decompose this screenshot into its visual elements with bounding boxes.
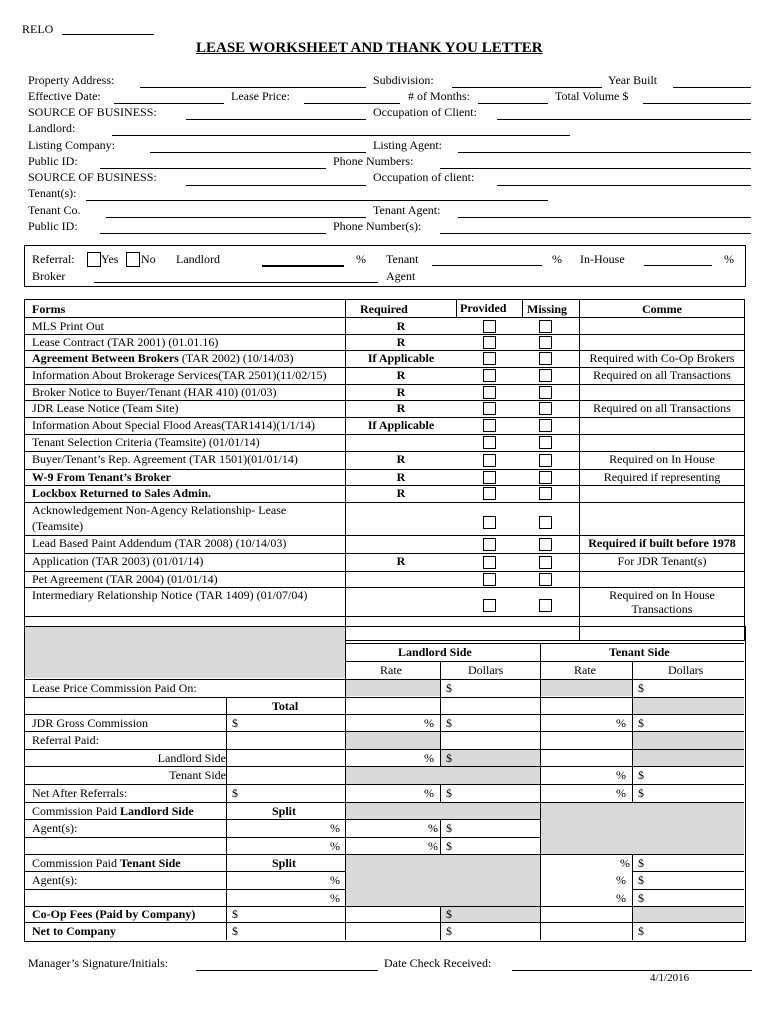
year-built-label: Year Built [608, 73, 658, 87]
year-built-field[interactable] [673, 87, 751, 88]
referral-inhouse-pct: % [724, 252, 734, 266]
missing-checkbox[interactable] [539, 573, 552, 586]
forms-col-divider [456, 299, 457, 317]
missing-checkbox[interactable] [539, 454, 552, 467]
referral-landlord-label: Landlord [176, 252, 220, 266]
landlord-label: Landlord: [28, 121, 76, 135]
jdr-gross-label: JDR Gross Commission [32, 716, 149, 730]
source-business-label-2: SOURCE OF BUSINESS: [28, 170, 157, 184]
tenant-dollar-sign: $ [638, 891, 644, 905]
referral-yes-checkbox[interactable] [87, 252, 101, 267]
referral-no-checkbox[interactable] [126, 252, 140, 267]
public-id-field[interactable] [100, 168, 326, 169]
form-required: If Applicable [367, 418, 435, 432]
referral-no-label: No [141, 252, 156, 266]
tenant-dollar-sign: $ [638, 924, 644, 938]
tenant-rate-pct: % [616, 891, 626, 905]
referral-landlord-pct: % [356, 252, 366, 266]
form-comment: Required with Co-Op Brokers [589, 351, 735, 365]
form-comment: Required if built before 1978 [588, 536, 736, 550]
provided-checkbox[interactable] [483, 436, 496, 449]
date-check-label: Date Check Received: [384, 956, 492, 970]
form-comment: Required if representing [603, 470, 721, 484]
landlord-dollar-sign: $ [446, 716, 452, 730]
tenant-dollar-sign: $ [638, 681, 644, 695]
referral-inhouse-label: In-House [580, 252, 625, 266]
tenant-rate-pct: % [616, 786, 626, 800]
commission-rule [24, 784, 744, 785]
missing-checkbox[interactable] [539, 369, 552, 382]
provided-checkbox[interactable] [483, 599, 496, 612]
form-comment: Required on In House [609, 588, 715, 602]
tenant-dollars-header: Dollars [668, 663, 704, 677]
commission-grey-cell [441, 906, 540, 922]
commission-rule [24, 854, 744, 855]
tenant-side-bold: Tenant Side [120, 856, 181, 870]
total-header: Total [272, 699, 299, 713]
tenant-rate-pct: % [616, 716, 626, 730]
commission-rule [24, 697, 744, 698]
commission-rule [24, 889, 346, 890]
form-name: Pet Agreement (TAR 2004) (01/01/14) [32, 572, 218, 586]
tenant-side-header: Tenant Side [609, 645, 670, 659]
landlord-rate-pct: % [428, 821, 438, 835]
total-volume-field[interactable] [643, 103, 751, 104]
form-comment: Required on all Transactions [593, 401, 731, 415]
landlord-dollar-sign: $ [446, 786, 452, 800]
forms-header-provided: Provided [460, 301, 507, 315]
phone-numbers-field[interactable] [440, 168, 751, 169]
form-date: 4/1/2016 [650, 972, 690, 984]
subdivision-field[interactable] [452, 87, 602, 88]
broker-field[interactable] [94, 282, 378, 283]
commission-paid-text: Commission Paid [32, 856, 121, 870]
manager-signature-label: Manager’s Signature/Initials: [28, 956, 169, 970]
commission-paid-landlord-label [32, 804, 194, 819]
commission-grey-cell [633, 749, 744, 766]
landlord-rate-pct: % [424, 751, 434, 765]
commission-rule [24, 802, 744, 803]
forms-col-divider [522, 299, 523, 317]
tenant-rate-pct: % [620, 856, 630, 870]
split-pct: % [330, 821, 340, 835]
source-business-field-2[interactable] [186, 185, 366, 186]
forms-header-comments: Comme [642, 302, 682, 316]
manager-signature-field[interactable] [196, 970, 378, 971]
split-pct: % [330, 891, 340, 905]
tenant-dollar-sign: $ [638, 873, 644, 887]
missing-checkbox[interactable] [539, 336, 552, 349]
commission-rule [24, 922, 744, 923]
form-name: Broker Notice to Buyer/Tenant (HAR 410) (01/03) [32, 385, 277, 399]
provided-checkbox[interactable] [483, 386, 496, 399]
missing-checkbox[interactable] [539, 352, 552, 365]
form-name: Tenant Selection Criteria (Teamsite) (01/01/14) [32, 435, 260, 449]
form-name [32, 351, 294, 366]
tenant-agent-label: Tenant Agent: [373, 203, 441, 217]
missing-checkbox[interactable] [539, 599, 552, 612]
referral-tenant-side-label: Tenant Side [169, 768, 226, 782]
provided-checkbox[interactable] [483, 538, 496, 551]
landlord-side-header: Landlord Side [398, 645, 472, 659]
commission-rule [24, 749, 744, 750]
commission-paid-text: Commission Paid [32, 804, 121, 818]
referral-landlord-field[interactable] [262, 265, 344, 267]
tenants-label: Tenant(s): [28, 186, 77, 200]
occupation-client-field-2[interactable] [497, 185, 751, 186]
form-comment-line2: Transactions [631, 602, 693, 616]
form-name: Lead Based Paint Addendum (TAR 2008) (10/14/03) [32, 536, 287, 550]
provided-checkbox[interactable] [483, 556, 496, 569]
commission-grey-block [25, 627, 345, 678]
referral-yes-label: Yes [101, 252, 119, 266]
form-required: If Applicable [367, 351, 435, 365]
form-required: R [396, 452, 406, 466]
page-title: LEASE WORKSHEET AND THANK YOU LETTER [196, 40, 543, 56]
broker-label: Broker [32, 269, 66, 283]
commission-rule [633, 889, 744, 890]
landlord-dollar-sign: $ [446, 821, 452, 835]
commission-rule [24, 837, 540, 838]
split-header: Split [272, 804, 297, 818]
landlord-dollar-sign: $ [446, 907, 452, 921]
relo-label: RELO [22, 22, 54, 36]
landlord-dollar-sign: $ [446, 839, 452, 853]
provided-checkbox[interactable] [483, 454, 496, 467]
phone-numbers-field-2[interactable] [440, 233, 751, 234]
landlord-rate-pct: % [428, 839, 438, 853]
commission-grey-cell [633, 697, 744, 714]
form-required: R [396, 554, 406, 568]
relo-field[interactable] [62, 34, 154, 35]
commission-col [226, 697, 227, 940]
forms-header-missing: Missing [527, 302, 568, 316]
num-months-label: # of Months: [408, 89, 471, 103]
provided-checkbox[interactable] [483, 471, 496, 484]
property-address-label: Property Address: [28, 73, 115, 87]
tenant-agent-field[interactable] [458, 217, 751, 218]
form-required: R [396, 319, 406, 333]
occupation-client-label-2: Occupation of client: [373, 170, 475, 184]
public-id-label-2: Public ID: [28, 219, 78, 233]
tenant-rate-header: Rate [574, 663, 596, 677]
listing-agent-label: Listing Agent: [373, 138, 442, 152]
listing-company-label: Listing Company: [28, 138, 115, 152]
form-name: Intermediary Relationship Notice (TAR 1409) (01/07/04) [32, 588, 308, 602]
missing-checkbox[interactable] [539, 471, 552, 484]
commission-grey-cell [633, 731, 744, 749]
tenant-dollar-sign: $ [638, 856, 644, 870]
commission-grey-cell [346, 679, 440, 696]
missing-checkbox[interactable] [539, 516, 552, 529]
form-required: R [396, 486, 406, 500]
source-business-field[interactable] [186, 119, 366, 120]
net-to-company-label: Net to Company [32, 924, 116, 938]
commission-grey-cell [346, 731, 440, 749]
provided-checkbox[interactable] [483, 487, 496, 500]
commission-grey-cell [441, 749, 540, 766]
referral-tenant-label: Tenant [386, 252, 419, 266]
commission-rule [24, 679, 744, 680]
tenant-dollar-sign: $ [638, 768, 644, 782]
commission-grey-cell [346, 802, 540, 819]
missing-checkbox[interactable] [539, 320, 552, 333]
effective-date-field[interactable] [114, 103, 224, 104]
form-name: Application (TAR 2003) (01/01/14) [32, 554, 204, 568]
form-name: MLS Print Out [32, 319, 105, 333]
form-name: Lease Contract (TAR 2001) (01.01.16) [32, 335, 219, 349]
lease-price-label: Lease Price: [231, 89, 290, 103]
listing-agent-field[interactable] [458, 152, 751, 153]
split-header: Split [272, 856, 297, 870]
property-address-field[interactable] [140, 87, 366, 88]
total-volume-label: Total Volume $ [555, 89, 629, 103]
source-business-label: SOURCE OF BUSINESS: [28, 105, 157, 119]
landlord-dollar-sign: $ [446, 751, 452, 765]
commission-grey-cell [346, 766, 540, 784]
missing-checkbox[interactable] [539, 419, 552, 432]
commission-grey-cell [541, 679, 632, 696]
form-required: R [396, 385, 406, 399]
provided-checkbox[interactable] [483, 369, 496, 382]
missing-checkbox[interactable] [539, 538, 552, 551]
form-name-bold: W-9 From Tenant’s Broker [32, 470, 172, 484]
provided-checkbox[interactable] [483, 516, 496, 529]
net-after-dollar: $ [232, 786, 238, 800]
referral-paid-label: Referral Paid: [32, 733, 99, 747]
commission-grey-cell [541, 802, 744, 854]
commission-rule [24, 871, 346, 872]
missing-checkbox[interactable] [539, 436, 552, 449]
date-check-field[interactable] [512, 970, 752, 971]
tenant-dollar-sign: $ [638, 716, 644, 730]
landlord-rate-header: Rate [380, 663, 402, 677]
split-pct: % [330, 839, 340, 853]
missing-checkbox[interactable] [539, 386, 552, 399]
provided-checkbox[interactable] [483, 419, 496, 432]
referral-tenant-pct: % [552, 252, 562, 266]
listing-company-field[interactable] [150, 152, 366, 153]
landlord-dollar-sign: $ [446, 924, 452, 938]
landlord-side-bold: Landlord Side [120, 804, 194, 818]
coop-fees-label: Co-Op Fees (Paid by Company) [32, 907, 196, 921]
occupation-client-label: Occupation of Client: [373, 105, 477, 119]
form-name: Information About Special Flood Areas(TAR1414)(1/1/14) [32, 418, 315, 432]
effective-date-label: Effective Date: [28, 89, 101, 103]
referral-label: Referral: [32, 252, 75, 266]
phone-numbers-label: Phone Numbers: [333, 154, 414, 168]
tenant-rate-pct: % [616, 873, 626, 887]
commission-rule [24, 766, 744, 767]
form-name: Information About Brokerage Services(TAR 2501)(11/02/15) [32, 368, 327, 382]
commission-rule [24, 714, 744, 715]
forms-col-divider [744, 299, 745, 640]
form-required: R [396, 335, 406, 349]
subdivision-label: Subdivision: [373, 73, 434, 87]
form-comment: For JDR Tenant(s) [617, 554, 707, 568]
commission-rule [345, 643, 744, 644]
occupation-client-field[interactable] [497, 119, 751, 120]
tenant-co-field[interactable] [106, 217, 366, 218]
lease-price-field[interactable] [304, 103, 400, 104]
referral-inhouse-field[interactable] [644, 265, 712, 266]
form-name-bold: Lockbox Returned to Sales Admin. [32, 486, 212, 500]
missing-checkbox[interactable] [539, 556, 552, 569]
provided-checkbox[interactable] [483, 573, 496, 586]
provided-checkbox[interactable] [483, 320, 496, 333]
commission-rule [24, 731, 744, 732]
provided-checkbox[interactable] [483, 352, 496, 365]
missing-checkbox[interactable] [539, 487, 552, 500]
commission-grey-cell [633, 906, 744, 922]
form-comment: Required on In House [609, 452, 715, 466]
jdr-gross-dollar: $ [232, 716, 238, 730]
form-required: R [396, 368, 406, 382]
num-months-field[interactable] [478, 103, 548, 104]
form-name: Buyer/Tenant’s Rep. Agreement (TAR 1501)(01/01/14) [32, 452, 298, 466]
tenant-dollar-sign: $ [638, 786, 644, 800]
tenants-field[interactable] [86, 200, 548, 201]
landlord-dollars-header: Dollars [468, 663, 504, 677]
landlord-rate-pct: % [424, 786, 434, 800]
commission-paid-tenant-label [32, 856, 181, 871]
forms-header-rule [24, 317, 744, 318]
public-id-field-2[interactable] [100, 233, 326, 234]
agent-label: Agent [386, 269, 416, 283]
net-after-referrals-label: Net After Referrals: [32, 786, 128, 800]
referral-landlord-side-label: Landlord Side [157, 751, 226, 765]
public-id-label: Public ID: [28, 154, 78, 168]
form-name-line2: (Teamsite) [32, 519, 84, 533]
net-to-company-dollar: $ [232, 924, 238, 938]
form-name [32, 470, 171, 485]
lease-price-paid-on-label: Lease Price Commission Paid On: [32, 681, 197, 695]
agents-label: Agent(s): [32, 873, 78, 887]
tenant-rate-pct: % [616, 768, 626, 782]
landlord-dollar-sign: $ [446, 681, 452, 695]
commission-rule [24, 819, 540, 820]
form-name: JDR Lease Notice (Team Site) [32, 401, 179, 415]
landlord-field[interactable] [112, 135, 570, 136]
form-name-bold: Agreement Between Brokers [32, 351, 179, 365]
missing-checkbox[interactable] [539, 402, 552, 415]
commission-grey-cell [346, 854, 540, 906]
provided-checkbox[interactable] [483, 402, 496, 415]
agents-label: Agent(s): [32, 821, 78, 835]
form-name-rest: (TAR 2002) (10/14/03) [178, 351, 294, 365]
coop-fees-dollar: $ [232, 907, 238, 921]
form-name [32, 486, 211, 501]
forms-header-required: Required [360, 302, 408, 316]
commission-rule [633, 871, 744, 872]
forms-header-forms: Forms [32, 302, 66, 316]
commission-rule [345, 661, 744, 662]
form-required: R [396, 401, 406, 415]
form-comment: Required on all Transactions [593, 368, 731, 382]
form-required: R [396, 470, 406, 484]
tenant-co-label: Tenant Co. [28, 203, 81, 217]
phone-numbers-label-2: Phone Number(s): [333, 219, 422, 233]
form-name: Acknowledgement Non-Agency Relationship- Lease [32, 503, 287, 517]
referral-tenant-field[interactable] [432, 265, 542, 266]
split-pct: % [330, 873, 340, 887]
provided-checkbox[interactable] [483, 336, 496, 349]
landlord-rate-pct: % [424, 716, 434, 730]
